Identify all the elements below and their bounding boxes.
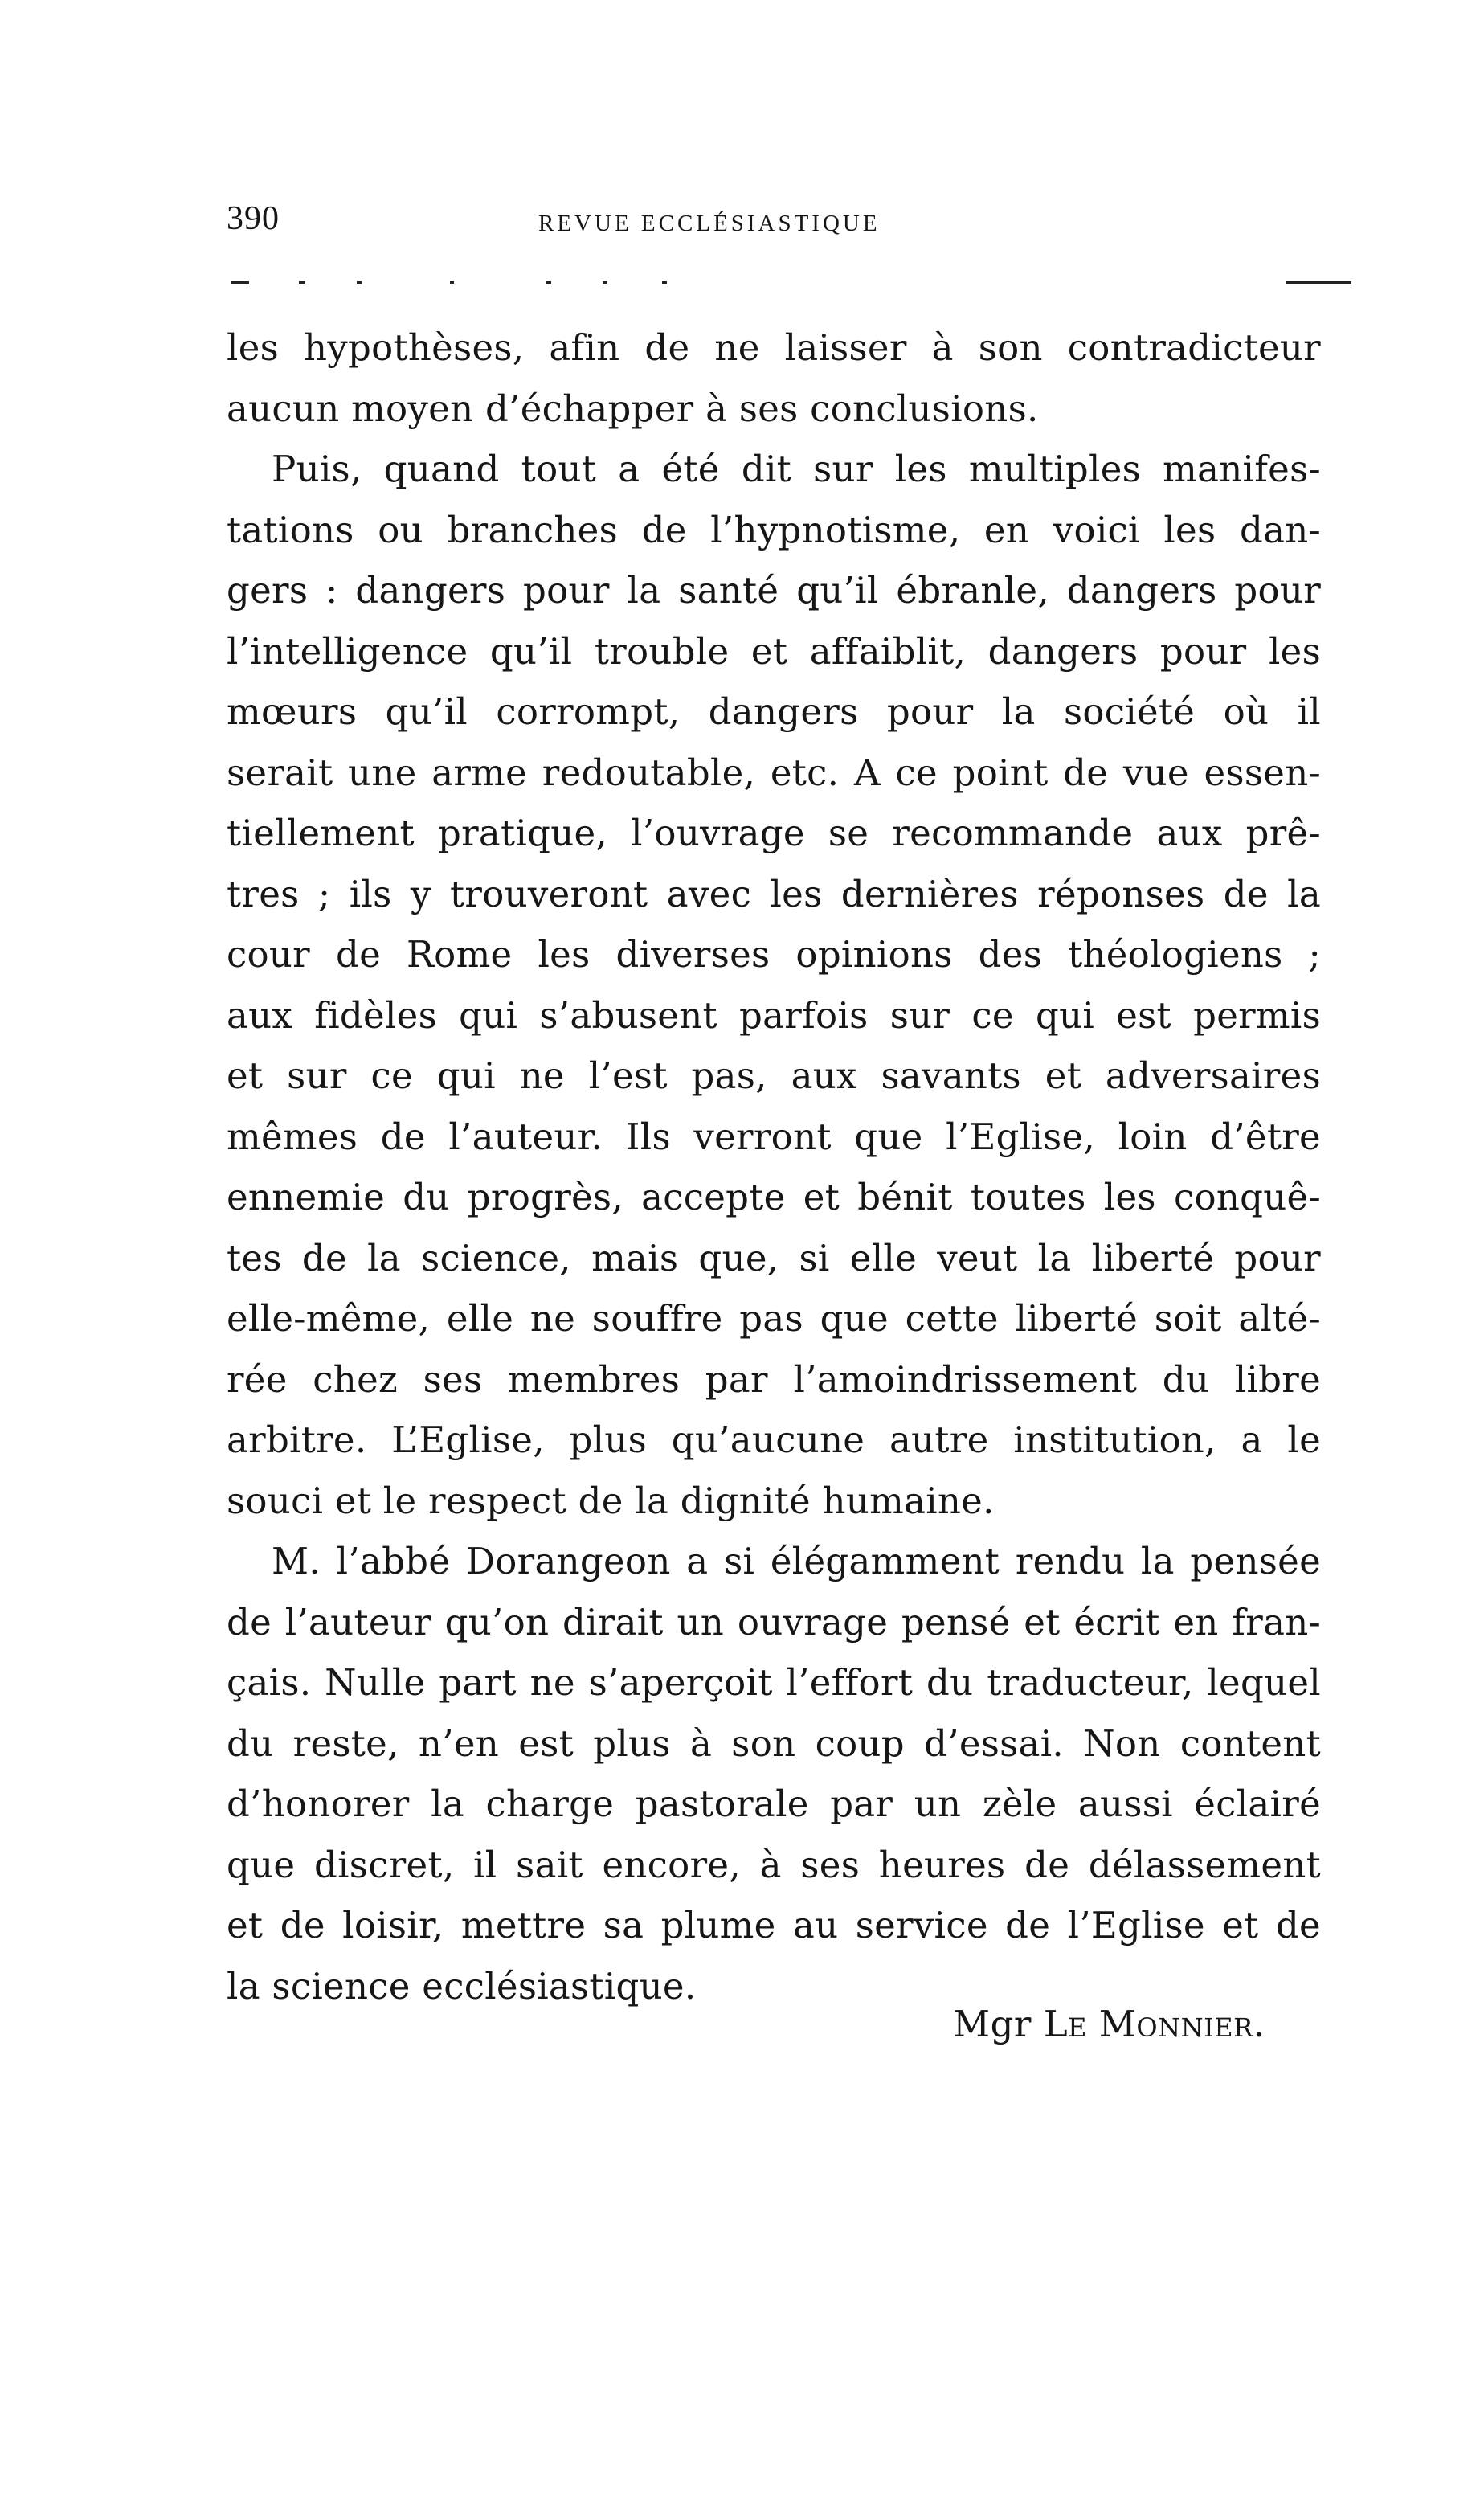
page-header [227,199,1319,248]
text-line: aux fidèles qui s’abusent parfois sur ce qui est permis [227,993,1321,1037]
header-rule-fragment [603,281,607,284]
text-line: tres ; ils y trouveront avec les dernières réponses de la [227,872,1321,915]
text-line: du reste, n’en est plus à son coup d’essai. Non content [227,1721,1321,1765]
text-line: tiellement pratique, l’ouvrage se recommande aux prê- [227,812,1321,854]
text-line: serait une arme redoutable, etc. A ce point de vue essen- [227,751,1321,794]
text-line: les hypothèses, afin de ne laisser à son contradicteur [227,326,1321,369]
text-line: rée chez ses membres par l’amoindrissement du libre [227,1357,1321,1401]
text-line: tes de la science, mais que, si elle veut la liberté pour [227,1236,1321,1279]
text-line: de l’auteur qu’on dirait un ouvrage pensé et écrit en fran- [227,1600,1321,1643]
header-rule-fragment [546,281,551,284]
text-line: aucun moyen d’échapper à ses conclusions. [227,387,1039,430]
body-text [227,317,1321,2016]
header-rule-fragment [231,281,249,284]
running-head: REVUE ECCLÉSIASTIQUE [538,211,881,236]
text-line: elle-même, elle ne souffre pas que cette liberté soit alté- [227,1297,1321,1340]
text-line: et de loisir, mettre sa plume au service de l’Eglise et de [227,1904,1321,1946]
signature-name: Le Monnier. [1043,2003,1265,2045]
text-line: arbitre. L’Eglise, plus qu’aucune autre institution, a le [227,1418,1321,1461]
text-line: tations ou branches de l’hypnotisme, en voici les dan- [227,508,1321,551]
header-rule-fragment [450,281,454,284]
text-line: ennemie du progrès, accepte et bénit toutes les conquê- [227,1176,1321,1218]
header-rule-fragment [357,281,362,284]
text-line: mêmes de l’auteur. Ils verront que l’Eglise, loin d’être [227,1115,1321,1158]
text-line: que discret, il sait encore, à ses heures de délassement [227,1843,1321,1886]
text-line: çais. Nulle part ne s’aperçoit l’effort du traducteur, lequel [227,1661,1321,1704]
text-line: la science ecclésiastique. [227,1964,697,2008]
text-line: d’honorer la charge pastorale par un zèle aussi éclairé [227,1783,1321,1825]
header-rule-fragment [662,281,667,284]
text-line: cour de Rome les diverses opinions des théologiens ; [227,933,1321,976]
page-number: 390 [227,200,280,237]
text-line: Puis, quand tout a été dit sur les multiples manifes- [272,448,1321,490]
text-line: souci et le respect de la dignité humaine. [227,1479,995,1522]
text-line: mœurs qu’il corrompt, dangers pour la société où il [227,690,1321,733]
header-rule-fragment [299,281,305,284]
text-line: l’intelligence qu’il trouble et affaiblit, dangers pour les [227,629,1321,673]
header-rule [1286,281,1351,284]
text-line: M. l’abbé Dorangeon a si élégamment rendu la pensée [272,1540,1321,1582]
signature-prefix: Mgr [953,2003,1032,2045]
text-line: et sur ce qui ne l’est pas, aux savants et adversaires [227,1054,1321,1097]
text-line: gers : dangers pour la santé qu’il ébranle, dangers pour [227,569,1321,612]
author-signature [953,2003,1265,2045]
